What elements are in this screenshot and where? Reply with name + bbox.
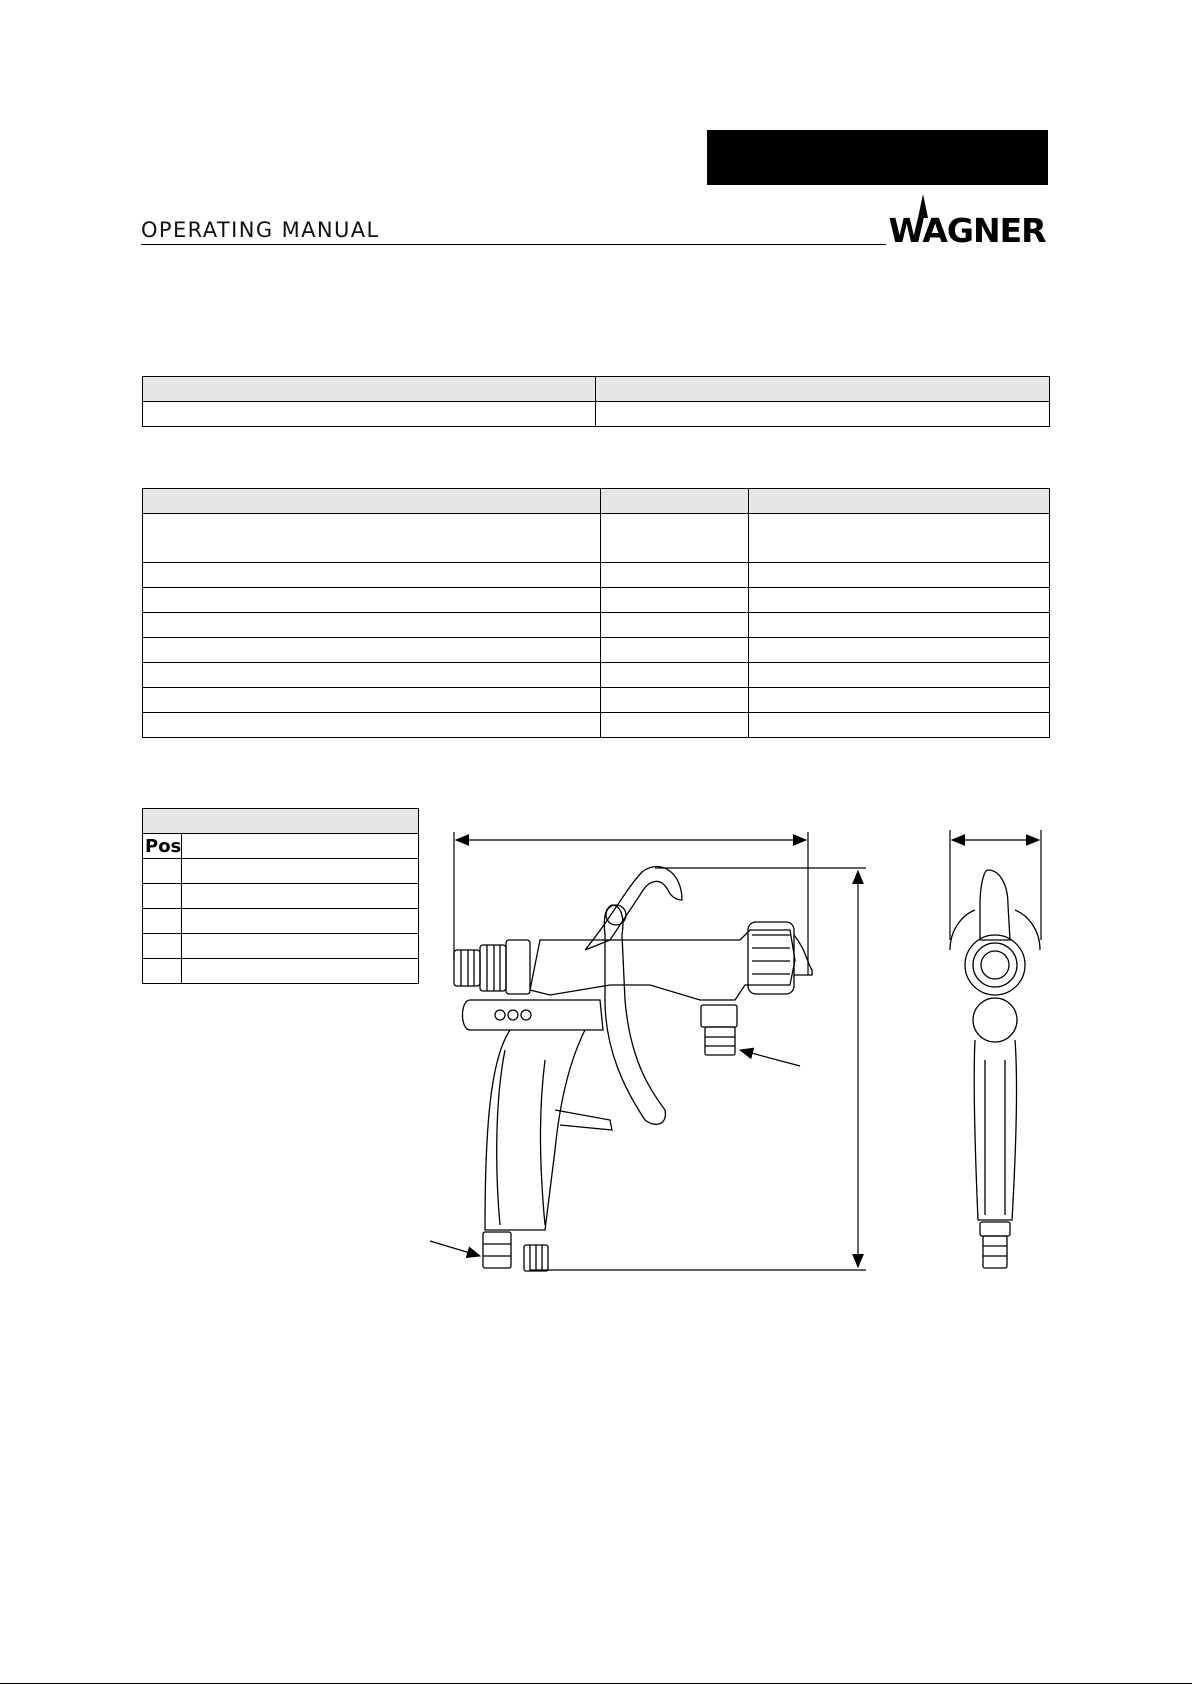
pos-column-header: Pos [143,834,182,859]
document-title: OPERATING MANUAL [141,218,380,242]
page-bottom-rule [0,1683,1192,1684]
leader-air-fitting [740,1050,800,1066]
gun-front-view [950,870,1040,1268]
gun-side-view [454,867,812,1271]
brand-wordmark: WAGNER [888,211,1046,250]
leader-bottom-fitting [430,1241,480,1256]
